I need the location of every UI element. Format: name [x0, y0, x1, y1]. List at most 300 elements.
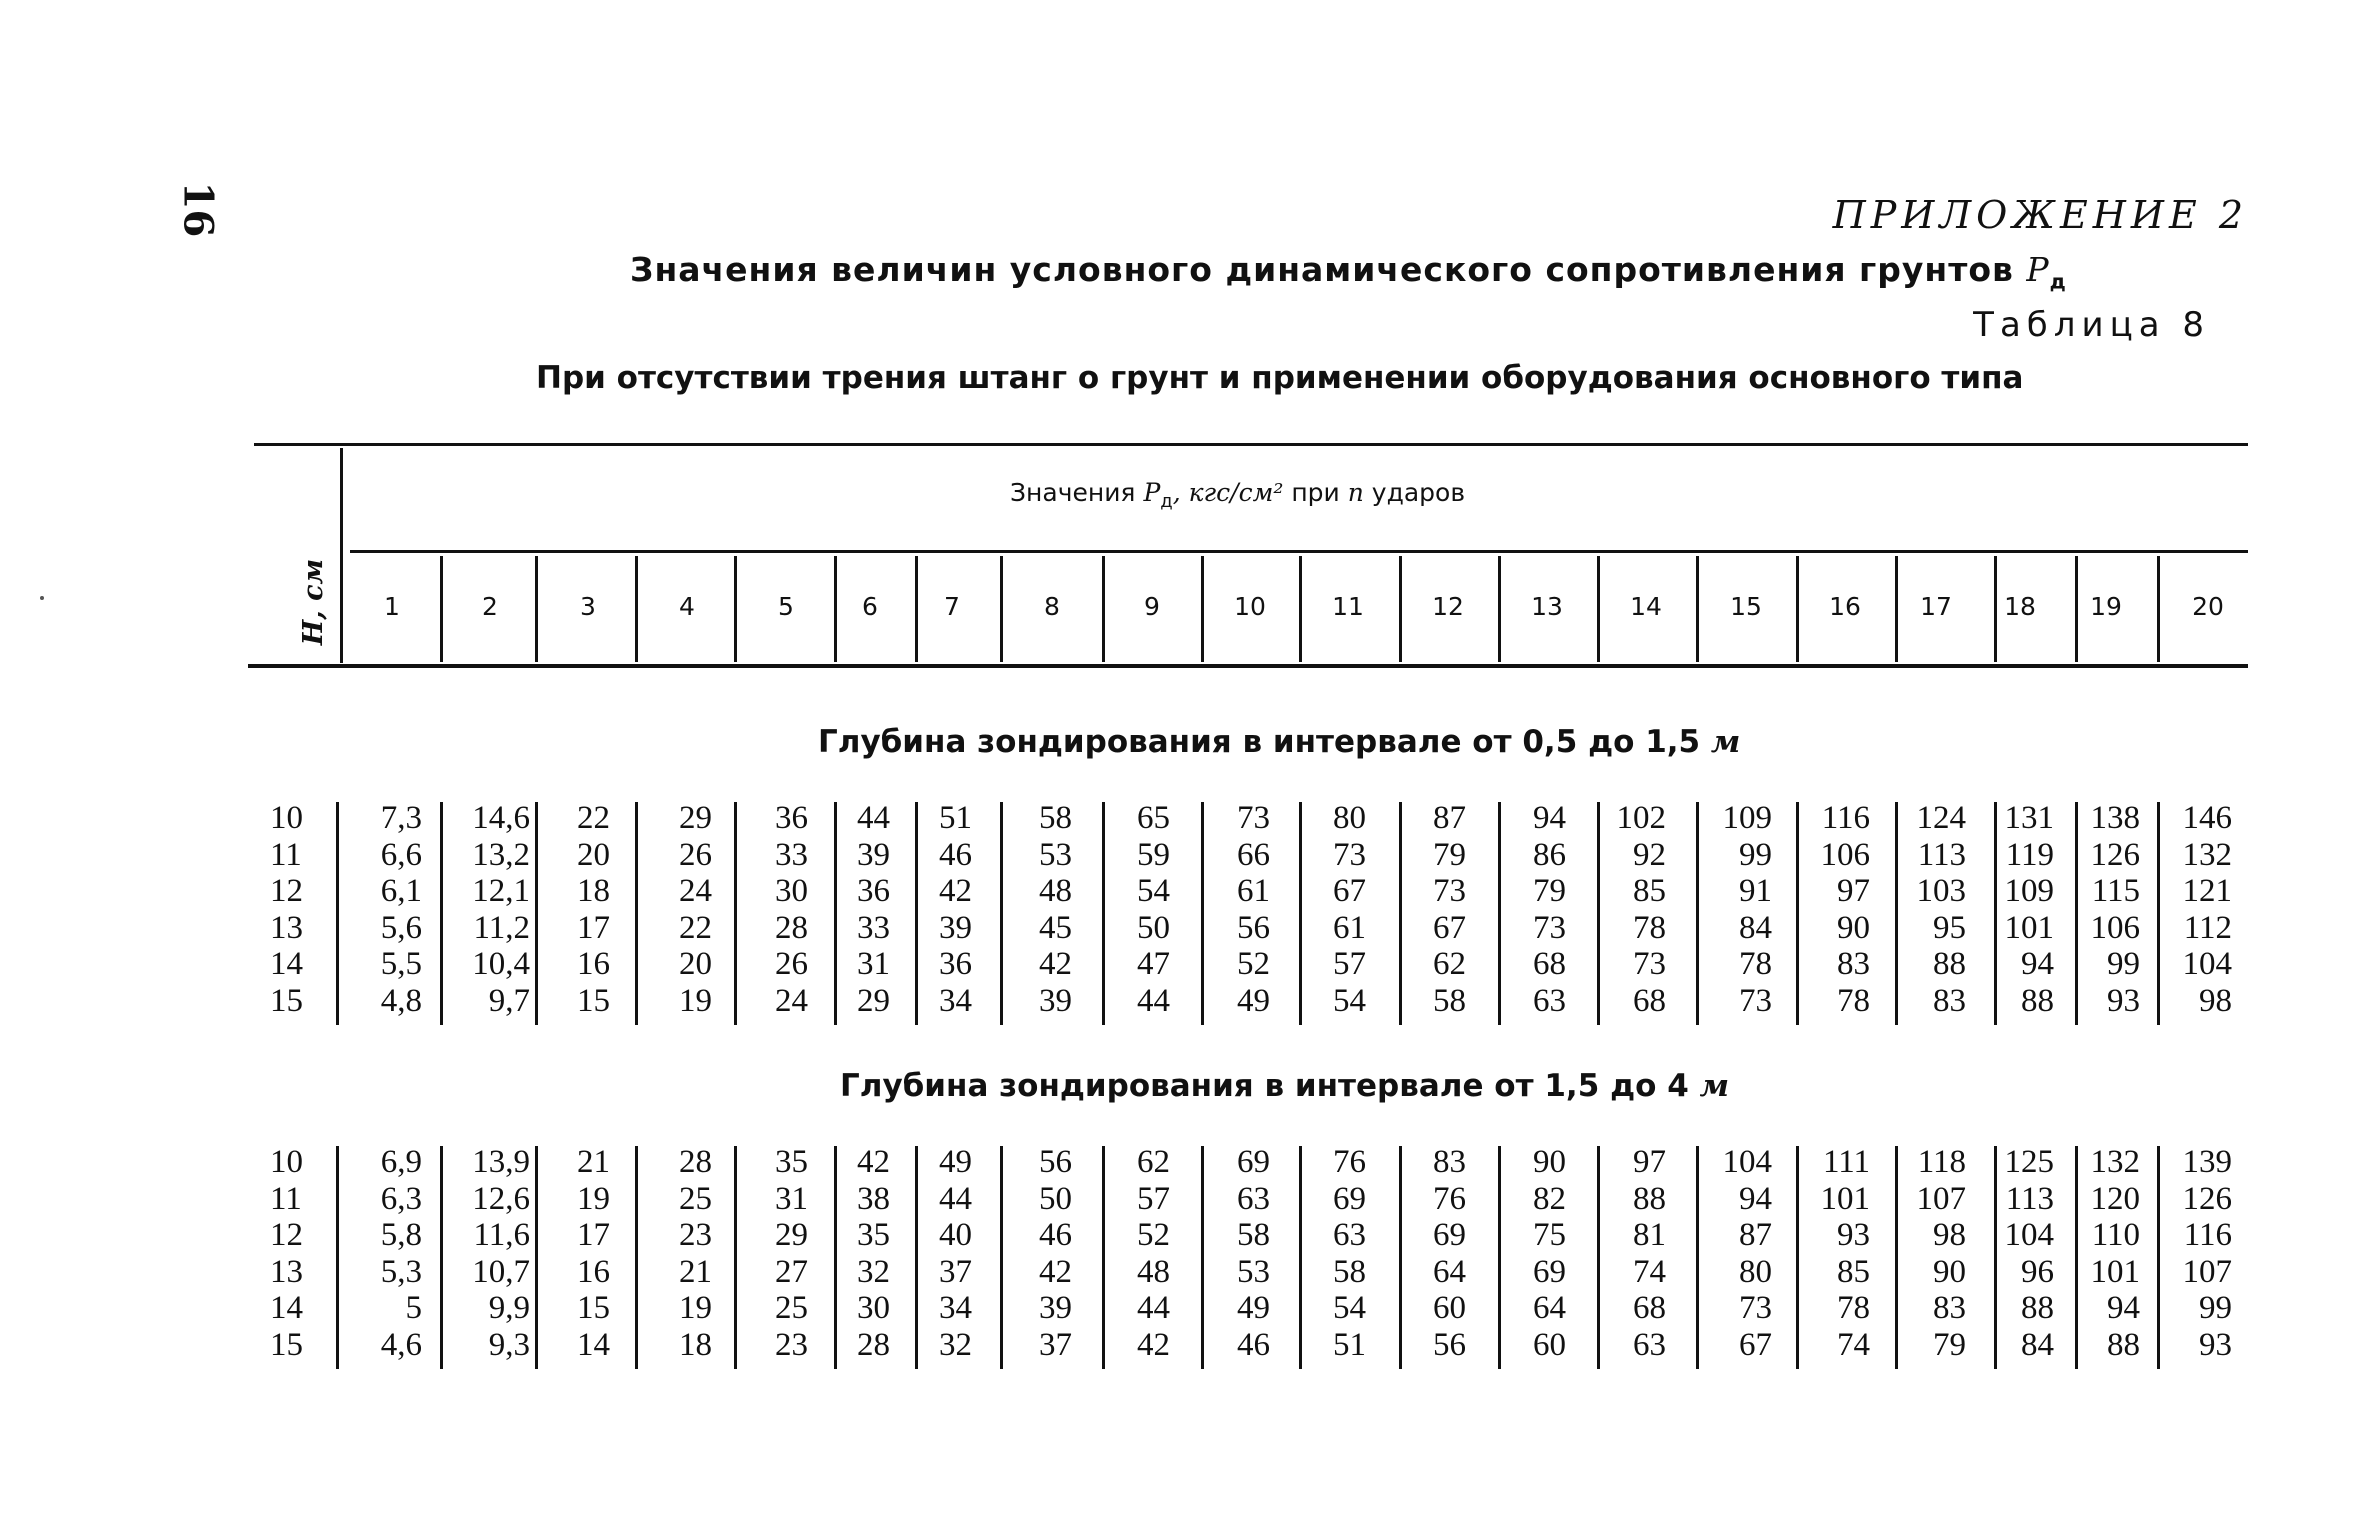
header-top-rule [254, 443, 2248, 446]
table-cell: 88 [1933, 946, 1966, 982]
title-text: Значения величин условного динамического сопротивления грунтов [630, 250, 2014, 289]
header-column-divider [2157, 556, 2160, 662]
table-cell: 58 [1333, 1253, 1366, 1290]
header-column-divider [2075, 556, 2078, 662]
row-depth-label: 15 [270, 982, 303, 1019]
table-cell: 73 [1739, 1290, 1772, 1326]
table-cell: 19 [679, 982, 712, 1019]
table-cell: 91 [1739, 873, 1772, 909]
body-column-divider [1498, 1146, 1501, 1369]
table-cell: 29 [679, 800, 712, 836]
table-cell: 87 [1739, 1217, 1772, 1253]
table-cell: 7,3 [380, 800, 422, 836]
table-cell: 18 [577, 873, 610, 909]
table-cell: 5,6 [380, 909, 422, 946]
table-cell: 88 [2021, 1290, 2054, 1326]
body-column-divider [336, 1146, 339, 1369]
table-cell: 42 [939, 873, 972, 909]
table-cell: 32 [939, 1326, 972, 1363]
table-cell: 126 [2182, 1180, 2232, 1217]
body-column-divider [1696, 802, 1699, 1025]
table-cell: 56 [1433, 1326, 1466, 1363]
table-cell: 74 [1837, 1326, 1870, 1363]
table-cell: 111 [1822, 1144, 1870, 1180]
header-mid-rule [350, 550, 2248, 553]
table-cell: 99 [2107, 946, 2140, 982]
section-title-2 [0, 1068, 2362, 1104]
column-header-11: 11 [1332, 592, 1364, 621]
column-header-6: 6 [862, 592, 878, 621]
table-cell: 63 [1333, 1217, 1366, 1253]
table-cell: 37 [939, 1253, 972, 1290]
body-column-divider [1597, 1146, 1600, 1369]
body-column-divider [1895, 1146, 1898, 1369]
header-column-divider [1102, 556, 1105, 662]
table-cell: 56 [1237, 909, 1270, 946]
table-cell: 11,2 [473, 909, 530, 946]
table-cell: 9,9 [488, 1290, 530, 1326]
table-cell: 93 [2107, 982, 2140, 1019]
column-header-18: 18 [2004, 592, 2036, 621]
table-cell: 139 [2182, 1144, 2232, 1180]
header-caption [1010, 478, 1465, 512]
table-cell: 125 [2004, 1144, 2054, 1180]
table-cell: 42 [1039, 946, 1072, 982]
table-cell: 15 [577, 1290, 610, 1326]
table-cell: 30 [775, 873, 808, 909]
table-cell: 73 [1533, 909, 1566, 946]
table-cell: 73 [1433, 873, 1466, 909]
table-cell: 29 [775, 1217, 808, 1253]
header-column-divider [1000, 556, 1003, 662]
body-column-divider [734, 1146, 737, 1369]
table-cell: 5,3 [380, 1253, 422, 1290]
table-cell: 54 [1333, 982, 1366, 1019]
row-depth-label: 12 [270, 873, 303, 909]
table-cell: 15 [577, 982, 610, 1019]
table-cell: 44 [1137, 982, 1170, 1019]
table-cell: 83 [1933, 1290, 1966, 1326]
table-cell: 78 [1837, 1290, 1870, 1326]
table-cell: 14 [577, 1326, 610, 1363]
header-column-divider [1994, 556, 1997, 662]
body-column-divider [1994, 802, 1997, 1025]
table-cell: 48 [1137, 1253, 1170, 1290]
body-column-divider [1796, 802, 1799, 1025]
table-cell: 132 [2182, 836, 2232, 873]
table-cell: 94 [1739, 1180, 1772, 1217]
table-cell: 28 [857, 1326, 890, 1363]
section-title-unit: м [1710, 724, 1741, 760]
table-cell: 31 [775, 1180, 808, 1217]
table-cell: 94 [1533, 800, 1566, 836]
header-column-divider [1498, 556, 1501, 662]
row-depth-label: 14 [270, 1290, 303, 1326]
table-cell: 11,6 [473, 1217, 530, 1253]
body-column-divider [1299, 1146, 1302, 1369]
header-axis-divider [340, 448, 343, 663]
table-cell: 58 [1039, 800, 1072, 836]
table-cell: 9,3 [488, 1326, 530, 1363]
table-cell: 12,6 [472, 1180, 530, 1217]
column-header-17: 17 [1920, 592, 1952, 621]
table-cell: 6,1 [380, 873, 422, 909]
column-header-19: 19 [2090, 592, 2122, 621]
table-cell: 69 [1333, 1180, 1366, 1217]
table-cell: 116 [1821, 800, 1870, 836]
table-cell: 83 [1433, 1144, 1466, 1180]
table-cell: 17 [577, 909, 610, 946]
row-depth-label: 15 [270, 1326, 303, 1363]
row-depth-label: 13 [270, 1253, 303, 1290]
table-cell: 67 [1333, 873, 1366, 909]
caption-sub: д [1160, 491, 1173, 512]
table-cell: 93 [1837, 1217, 1870, 1253]
table-cell: 22 [577, 800, 610, 836]
body-column-divider [440, 1146, 443, 1369]
table-cell: 113 [2005, 1180, 2054, 1217]
table-cell: 84 [2021, 1326, 2054, 1363]
column-header-13: 13 [1531, 592, 1563, 621]
table-cell: 102 [1616, 800, 1666, 836]
body-column-divider [1000, 802, 1003, 1025]
table-cell: 39 [857, 836, 890, 873]
row-axis-label: H, см [298, 558, 329, 646]
table-cell: 99 [1739, 836, 1772, 873]
table-cell: 6,3 [380, 1180, 422, 1217]
table-cell: 88 [1633, 1180, 1666, 1217]
table-cell: 69 [1237, 1144, 1270, 1180]
table-cell: 60 [1433, 1290, 1466, 1326]
table-cell: 39 [939, 909, 972, 946]
table-cell: 62 [1433, 946, 1466, 982]
header-column-divider [915, 556, 918, 662]
table-cell: 76 [1433, 1180, 1466, 1217]
table-cell: 78 [1837, 982, 1870, 1019]
column-header-2: 2 [482, 592, 498, 621]
table-cell: 69 [1533, 1253, 1566, 1290]
table-cell: 42 [1039, 1253, 1072, 1290]
table-cell: 6,9 [380, 1144, 422, 1180]
table-cell: 104 [1722, 1144, 1772, 1180]
table-cell: 116 [2183, 1217, 2232, 1253]
table-cell: 106 [2090, 909, 2140, 946]
header-column-divider [535, 556, 538, 662]
table-cell: 61 [1237, 873, 1270, 909]
table-cell: 56 [1039, 1144, 1072, 1180]
table-cell: 63 [1633, 1326, 1666, 1363]
table-cell: 12,1 [472, 873, 530, 909]
table-cell: 79 [1533, 873, 1566, 909]
table-cell: 53 [1039, 836, 1072, 873]
table-cell: 81 [1633, 1217, 1666, 1253]
table-number: Таблица 8 [1973, 305, 2210, 345]
table-cell: 59 [1137, 836, 1170, 873]
table-cell: 67 [1739, 1326, 1772, 1363]
column-header-5: 5 [778, 592, 794, 621]
table-cell: 22 [679, 909, 712, 946]
table-cell: 90 [1837, 909, 1870, 946]
caption-mid: при [1291, 478, 1340, 507]
body-column-divider [535, 1146, 538, 1369]
table-cell: 51 [939, 800, 972, 836]
table-cell: 51 [1333, 1326, 1366, 1363]
table-cell: 54 [1137, 873, 1170, 909]
table-cell: 44 [857, 800, 890, 836]
document-title [630, 250, 2067, 294]
table-cell: 131 [2004, 800, 2054, 836]
table-cell: 94 [2107, 1290, 2140, 1326]
column-header-8: 8 [1044, 592, 1060, 621]
table-cell: 88 [2107, 1326, 2140, 1363]
header-column-divider [734, 556, 737, 662]
table-cell: 17 [577, 1217, 610, 1253]
table-cell: 73 [1333, 836, 1366, 873]
table-cell: 112 [2183, 909, 2232, 946]
table-cell: 13,9 [472, 1144, 530, 1180]
row-depth-label: 11 [270, 836, 302, 873]
table-cell: 32 [857, 1253, 890, 1290]
table-cell: 26 [775, 946, 808, 982]
table-cell: 101 [1820, 1180, 1870, 1217]
body-column-divider [2075, 1146, 2078, 1369]
scan-speck [40, 596, 44, 600]
table-cell: 64 [1533, 1290, 1566, 1326]
table-cell: 104 [2004, 1217, 2054, 1253]
body-column-divider [635, 802, 638, 1025]
table-cell: 4,8 [380, 982, 422, 1019]
table-cell: 28 [775, 909, 808, 946]
table-cell: 10,7 [472, 1253, 530, 1290]
table-cell: 118 [1917, 1144, 1966, 1180]
table-cell: 5 [405, 1290, 422, 1326]
column-header-7: 7 [944, 592, 960, 621]
row-depth-label: 12 [270, 1217, 303, 1253]
body-column-divider [1399, 802, 1402, 1025]
table-cell: 40 [939, 1217, 972, 1253]
table-cell: 73 [1633, 946, 1666, 982]
row-depth-label: 13 [270, 909, 303, 946]
header-column-divider [1201, 556, 1204, 662]
table-cell: 98 [2199, 982, 2232, 1019]
body-column-divider [915, 802, 918, 1025]
table-cell: 132 [2090, 1144, 2140, 1180]
column-header-12: 12 [1432, 592, 1464, 621]
table-cell: 38 [857, 1180, 890, 1217]
column-header-20: 20 [2192, 592, 2224, 621]
table-cell: 93 [2199, 1326, 2232, 1363]
table-cell: 79 [1933, 1326, 1966, 1363]
table-cell: 65 [1137, 800, 1170, 836]
table-cell: 92 [1633, 836, 1666, 873]
caption-n: n [1339, 478, 1372, 507]
table-cell: 68 [1533, 946, 1566, 982]
table-cell: 49 [939, 1144, 972, 1180]
table-cell: 78 [1739, 946, 1772, 982]
table-cell: 83 [1933, 982, 1966, 1019]
body-column-divider [834, 1146, 837, 1369]
table-cell: 64 [1433, 1253, 1466, 1290]
column-header-4: 4 [679, 592, 695, 621]
caption-post: ударов [1371, 478, 1466, 507]
table-cell: 120 [2090, 1180, 2140, 1217]
table-cell: 107 [1916, 1180, 1966, 1217]
table-cell: 48 [1039, 873, 1072, 909]
row-depth-label: 10 [270, 1144, 303, 1180]
table-cell: 86 [1533, 836, 1566, 873]
table-cell: 96 [2021, 1253, 2054, 1290]
body-column-divider [2157, 802, 2160, 1025]
body-column-divider [1399, 1146, 1402, 1369]
table-cell: 58 [1433, 982, 1466, 1019]
column-header-16: 16 [1829, 592, 1861, 621]
table-cell: 25 [679, 1180, 712, 1217]
table-cell: 121 [2182, 873, 2232, 909]
column-header-14: 14 [1630, 592, 1662, 621]
table-cell: 29 [857, 982, 890, 1019]
body-column-divider [535, 802, 538, 1025]
table-cell: 39 [1039, 1290, 1072, 1326]
table-cell: 44 [1137, 1290, 1170, 1326]
table-cell: 18 [679, 1326, 712, 1363]
body-column-divider [1796, 1146, 1799, 1369]
table-cell: 42 [1137, 1326, 1170, 1363]
table-cell: 16 [577, 946, 610, 982]
table-cell: 99 [2199, 1290, 2232, 1326]
table-cell: 34 [939, 1290, 972, 1326]
table-cell: 84 [1739, 909, 1772, 946]
table-cell: 76 [1333, 1144, 1366, 1180]
table-cell: 25 [775, 1290, 808, 1326]
table-cell: 101 [2090, 1253, 2140, 1290]
table-cell: 10,4 [472, 946, 530, 982]
table-cell: 54 [1333, 1290, 1366, 1326]
table-cell: 85 [1837, 1253, 1870, 1290]
table-cell: 146 [2182, 800, 2232, 836]
table-cell: 49 [1237, 982, 1270, 1019]
table-cell: 57 [1137, 1180, 1170, 1217]
column-header-1: 1 [384, 592, 400, 621]
body-column-divider [440, 802, 443, 1025]
header-column-divider [834, 556, 837, 662]
table-cell: 98 [1933, 1217, 1966, 1253]
appendix-label: ПРИЛОЖЕНИЕ 2 [1832, 193, 2248, 237]
table-cell: 23 [775, 1326, 808, 1363]
table-cell: 66 [1237, 836, 1270, 873]
section-title-1 [0, 724, 2362, 760]
table-cell: 104 [2182, 946, 2232, 982]
table-cell: 36 [939, 946, 972, 982]
table-cell: 97 [1837, 873, 1870, 909]
table-cell: 53 [1237, 1253, 1270, 1290]
table-cell: 24 [775, 982, 808, 1019]
title-symbol: P [2026, 250, 2050, 289]
header-column-divider [1399, 556, 1402, 662]
table-cell: 39 [1039, 982, 1072, 1019]
column-header-3: 3 [580, 592, 596, 621]
table-cell: 45 [1039, 909, 1072, 946]
table-cell: 46 [939, 836, 972, 873]
table-cell: 67 [1433, 909, 1466, 946]
table-cell: 109 [1722, 800, 1772, 836]
body-column-divider [2157, 1146, 2160, 1369]
caption-pre: Значения [1010, 478, 1136, 507]
table-cell: 68 [1633, 982, 1666, 1019]
table-cell: 35 [857, 1217, 890, 1253]
table-cell: 82 [1533, 1180, 1566, 1217]
table-cell: 78 [1633, 909, 1666, 946]
body-column-divider [1000, 1146, 1003, 1369]
table-cell: 75 [1533, 1217, 1566, 1253]
table-cell: 87 [1433, 800, 1466, 836]
header-column-divider [1597, 556, 1600, 662]
table-cell: 21 [679, 1253, 712, 1290]
table-cell: 63 [1533, 982, 1566, 1019]
body-column-divider [635, 1146, 638, 1369]
table-cell: 33 [857, 909, 890, 946]
table-cell: 36 [857, 873, 890, 909]
body-column-divider [1102, 802, 1105, 1025]
body-column-divider [1201, 1146, 1204, 1369]
body-column-divider [1102, 1146, 1105, 1369]
section-title-text: Глубина зондирования в интервале от 0,5 до 1,5 [818, 724, 1711, 760]
body-column-divider [1597, 802, 1600, 1025]
table-cell: 97 [1633, 1144, 1666, 1180]
body-column-divider [2075, 802, 2078, 1025]
table-cell: 49 [1237, 1290, 1270, 1326]
table-cell: 85 [1633, 873, 1666, 909]
table-cell: 13,2 [472, 836, 530, 873]
caption-units: , кгс/см² [1172, 478, 1292, 507]
header-column-divider [1895, 556, 1898, 662]
table-cell: 42 [857, 1144, 890, 1180]
section-title-unit: м [1699, 1068, 1730, 1104]
header-bottom-rule [248, 664, 2248, 668]
title-symbol-sub: д [2049, 269, 2067, 294]
table-cell: 23 [679, 1217, 712, 1253]
body-column-divider [1498, 802, 1501, 1025]
table-cell: 62 [1137, 1144, 1170, 1180]
table-cell: 90 [1533, 1144, 1566, 1180]
table-cell: 28 [679, 1144, 712, 1180]
table-cell: 73 [1739, 982, 1772, 1019]
table-cell: 103 [1916, 873, 1966, 909]
table-cell: 52 [1237, 946, 1270, 982]
table-cell: 69 [1433, 1217, 1466, 1253]
table-subtitle: При отсутствии трения штанг о грунт и применении оборудования основного типа [536, 360, 2024, 396]
table-cell: 57 [1333, 946, 1366, 982]
table-cell: 68 [1633, 1290, 1666, 1326]
header-column-divider [635, 556, 638, 662]
table-cell: 35 [775, 1144, 808, 1180]
table-cell: 80 [1333, 800, 1366, 836]
table-cell: 90 [1933, 1253, 1966, 1290]
table-cell: 74 [1633, 1253, 1666, 1290]
body-column-divider [734, 802, 737, 1025]
header-column-divider [1796, 556, 1799, 662]
header-column-divider [440, 556, 443, 662]
table-cell: 124 [1916, 800, 1966, 836]
table-cell: 21 [577, 1144, 610, 1180]
table-cell: 4,6 [380, 1326, 422, 1363]
table-cell: 30 [857, 1290, 890, 1326]
body-column-divider [1201, 802, 1204, 1025]
table-cell: 109 [2004, 873, 2054, 909]
table-cell: 36 [775, 800, 808, 836]
row-depth-label: 14 [270, 946, 303, 982]
table-cell: 19 [679, 1290, 712, 1326]
table-cell: 88 [2021, 982, 2054, 1019]
